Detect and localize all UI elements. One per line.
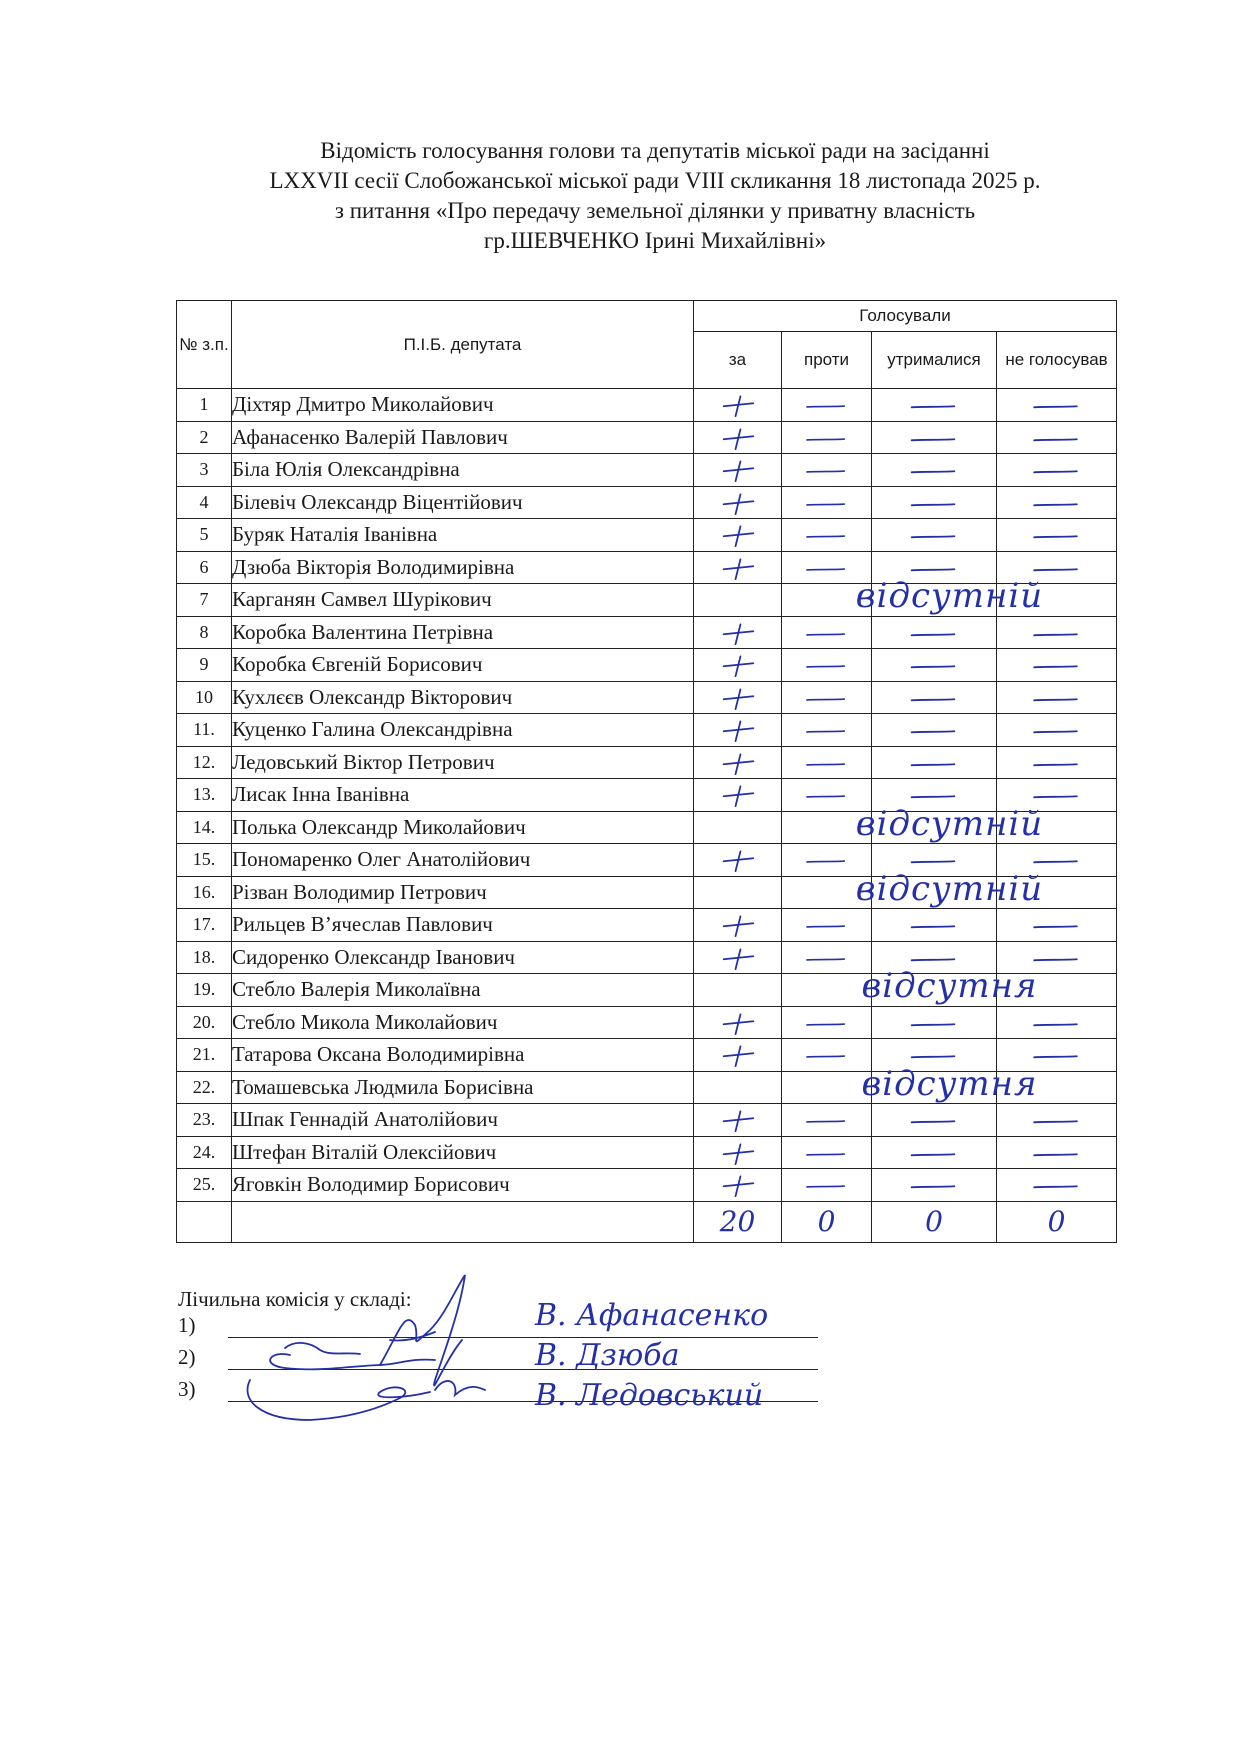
deputy-name: Діхтяр Дмитро Миколайович xyxy=(232,389,694,422)
vote-abstained-cell xyxy=(872,389,997,422)
vote-for-cell xyxy=(694,1169,782,1202)
vote-for-mark xyxy=(694,422,781,454)
column-header-not-voted: не голосував xyxy=(997,332,1117,389)
deputy-name: Різван Володимир Петрович xyxy=(232,876,694,909)
vote-abstained-dash xyxy=(872,454,996,486)
vote-for-mark xyxy=(694,1169,781,1201)
vote-not-voted-dash xyxy=(997,714,1116,746)
signature-line xyxy=(228,1337,818,1338)
table-row xyxy=(177,649,1117,682)
vote-against-cell xyxy=(782,421,872,454)
table-row xyxy=(177,1136,1117,1169)
vote-for-cell xyxy=(694,389,782,422)
commission-member-number: 1) xyxy=(178,1313,196,1337)
table-row xyxy=(177,486,1117,519)
row-number: 21. xyxy=(177,1039,232,1072)
vote-abstained-cell xyxy=(872,811,997,844)
vote-against-dash xyxy=(782,487,871,519)
row-number: 22. xyxy=(177,1071,232,1104)
vote-for-mark xyxy=(694,714,781,746)
deputy-name: Кухлєєв Олександр Вікторович xyxy=(232,681,694,714)
absent-note: відсутній xyxy=(855,868,1044,909)
row-number: 12. xyxy=(177,746,232,779)
vote-against-cell xyxy=(782,1006,872,1039)
vote-against-cell xyxy=(782,966,1038,1007)
vote-abstained-cell xyxy=(872,974,997,1007)
table-row xyxy=(177,1006,1117,1039)
table-row xyxy=(177,551,1117,584)
commission-member-number: 3) xyxy=(178,1377,196,1401)
column-header-for: за xyxy=(694,332,782,389)
vote-for-mark xyxy=(694,1104,781,1136)
vote-against-cell xyxy=(782,551,872,584)
vote-not-voted-cell xyxy=(997,649,1117,682)
vote-against-dash xyxy=(782,942,871,974)
row-number: 11. xyxy=(177,714,232,747)
row-number: 23. xyxy=(177,1104,232,1137)
vote-abstained-dash xyxy=(872,844,996,876)
vote-for-mark xyxy=(694,519,781,551)
vote-not-voted-dash xyxy=(997,649,1116,681)
deputy-name: Томашевська Людмила Борисівна xyxy=(232,1071,694,1104)
vote-for-mark xyxy=(694,1039,781,1071)
vote-for-mark xyxy=(694,649,781,681)
vote-against-dash xyxy=(782,714,871,746)
deputy-name: Буряк Наталія Іванівна xyxy=(232,519,694,552)
signature-line xyxy=(228,1401,818,1402)
vote-not-voted-dash xyxy=(997,487,1116,519)
total-not-voted: 0 xyxy=(997,1201,1117,1242)
table-row xyxy=(177,909,1117,942)
row-number: 8 xyxy=(177,616,232,649)
vote-abstained-cell xyxy=(872,454,997,487)
absent-note: відсутній xyxy=(855,576,1044,616)
vote-against-cell xyxy=(782,1104,872,1137)
vote-not-voted-cell xyxy=(997,1006,1117,1039)
vote-abstained-cell xyxy=(872,1006,997,1039)
document-title xyxy=(0,136,1240,256)
row-number: 5 xyxy=(177,519,232,552)
row-number: 13. xyxy=(177,779,232,812)
vote-against-cell xyxy=(782,779,872,812)
deputy-name: Ледовський Віктор Петрович xyxy=(232,746,694,779)
vote-abstained-dash xyxy=(872,1137,996,1169)
vote-for-cell xyxy=(694,1071,782,1104)
vote-against-cell xyxy=(782,486,872,519)
vote-against-cell xyxy=(782,1063,1038,1104)
vote-abstained-cell xyxy=(872,649,997,682)
counting-commission-label: Лічильна комісія у складі: xyxy=(178,1287,412,1311)
vote-not-voted-cell xyxy=(997,811,1117,844)
deputy-name: Штефан Віталій Олексійович xyxy=(232,1136,694,1169)
vote-abstained-cell xyxy=(872,1039,997,1072)
vote-against-dash xyxy=(782,1007,871,1039)
vote-for-mark xyxy=(694,779,781,811)
vote-for-mark xyxy=(694,942,781,974)
row-number: 15. xyxy=(177,844,232,877)
vote-against-cell xyxy=(782,746,872,779)
vote-against-dash xyxy=(782,682,871,714)
vote-against-cell xyxy=(782,868,1044,909)
vote-for-cell xyxy=(694,421,782,454)
vote-for-mark xyxy=(694,617,781,649)
vote-abstained-cell xyxy=(872,681,997,714)
deputy-name: Яговкін Володимир Борисович xyxy=(232,1169,694,1202)
vote-for-mark xyxy=(694,682,781,714)
vote-not-voted-dash xyxy=(997,682,1116,714)
total-for: 20 xyxy=(694,1201,782,1242)
vote-abstained-cell xyxy=(872,1104,997,1137)
vote-for-cell xyxy=(694,616,782,649)
table-row xyxy=(177,389,1117,422)
deputy-name: Коробка Євгеній Борисович xyxy=(232,649,694,682)
vote-abstained-cell xyxy=(872,616,997,649)
vote-abstained-cell xyxy=(872,584,997,617)
vote-for-mark xyxy=(694,909,781,941)
vote-not-voted-cell xyxy=(997,421,1117,454)
column-header-voted: Голосували xyxy=(694,301,1117,332)
vote-against-dash xyxy=(782,649,871,681)
total-against: 0 xyxy=(782,1201,872,1242)
vote-abstained-cell xyxy=(872,1071,997,1104)
vote-not-voted-cell xyxy=(997,681,1117,714)
vote-against-dash xyxy=(782,779,871,811)
title-line-1: Відомість голосування голови та депутатів міської ради на засіданні xyxy=(320,138,990,163)
vote-not-voted-cell xyxy=(997,941,1117,974)
vote-abstained-cell xyxy=(872,876,997,909)
row-number: 24. xyxy=(177,1136,232,1169)
vote-abstained-dash xyxy=(872,487,996,519)
vote-for-cell xyxy=(694,486,782,519)
vote-abstained-cell xyxy=(872,1136,997,1169)
vote-against-cell xyxy=(782,1136,872,1169)
vote-against-cell xyxy=(782,681,872,714)
vote-against-dash xyxy=(782,1169,871,1201)
vote-abstained-dash xyxy=(872,1007,996,1039)
vote-not-voted-cell xyxy=(997,519,1117,552)
vote-not-voted-cell xyxy=(997,974,1117,1007)
deputy-name: Коробка Валентина Петрівна xyxy=(232,616,694,649)
title-line-2: LXXVII сесії Слобожанської міської ради VIII скликання 18 листопада 2025 р. xyxy=(269,168,1041,193)
vote-for-cell xyxy=(694,1006,782,1039)
vote-not-voted-cell xyxy=(997,389,1117,422)
vote-for-cell xyxy=(694,844,782,877)
vote-abstained-dash xyxy=(872,1169,996,1201)
vote-against-dash xyxy=(782,1137,871,1169)
vote-not-voted-cell xyxy=(997,616,1117,649)
vote-for-cell xyxy=(694,454,782,487)
table-row xyxy=(177,779,1117,812)
deputy-name: Татарова Оксана Володимирівна xyxy=(232,1039,694,1072)
absent-note: відсутня xyxy=(861,966,1038,1006)
table-row xyxy=(177,746,1117,779)
table-row xyxy=(177,811,1117,844)
vote-not-voted-cell xyxy=(997,1104,1117,1137)
vote-against-dash xyxy=(782,552,871,584)
vote-not-voted-cell xyxy=(997,779,1117,812)
vote-against-cell xyxy=(782,389,872,422)
deputy-name: Дзюба Вікторія Володимирівна xyxy=(232,551,694,584)
vote-for-cell xyxy=(694,746,782,779)
vote-against-dash xyxy=(782,519,871,551)
deputy-name: Рильцев В’ячеслав Павлович xyxy=(232,909,694,942)
table-row xyxy=(177,454,1117,487)
deputy-name: Сидоренко Олександр Іванович xyxy=(232,941,694,974)
row-number: 2 xyxy=(177,421,232,454)
row-number: 10 xyxy=(177,681,232,714)
table-row xyxy=(177,421,1117,454)
table-row xyxy=(177,714,1117,747)
vote-for-cell xyxy=(694,876,782,909)
vote-abstained-dash xyxy=(872,1104,996,1136)
voting-table xyxy=(176,300,1117,1243)
vote-for-mark xyxy=(694,1007,781,1039)
table-row xyxy=(177,584,1117,617)
deputy-name: Пономаренко Олег Анатолійович xyxy=(232,844,694,877)
vote-not-voted-dash xyxy=(997,942,1116,974)
vote-abstained-cell xyxy=(872,551,997,584)
vote-not-voted-cell xyxy=(997,584,1117,617)
vote-for-cell xyxy=(694,649,782,682)
column-header-against: проти xyxy=(782,332,872,389)
column-header-name: П.І.Б. депутата xyxy=(232,301,694,389)
vote-for-cell xyxy=(694,551,782,584)
svg-text:В. Дзюба: В. Дзюба xyxy=(535,1338,680,1373)
title-line-3: з питання «Про передачу земельної ділянки у приватну власність xyxy=(334,198,976,223)
row-number: 16. xyxy=(177,876,232,909)
vote-for-cell xyxy=(694,584,782,617)
deputy-name: Куценко Галина Олександрівна xyxy=(232,714,694,747)
deputy-name: Шпак Геннадій Анатолійович xyxy=(232,1104,694,1137)
table-row xyxy=(177,1071,1117,1104)
totals-empty-cell xyxy=(177,1201,232,1242)
vote-not-voted-cell xyxy=(997,909,1117,942)
absent-note: відсутній xyxy=(855,803,1044,844)
svg-text:В. Ледовський: В. Ледовський xyxy=(535,1378,764,1413)
vote-against-cell xyxy=(782,1039,872,1072)
deputy-name: Білевіч Олександр Віцентійович xyxy=(232,486,694,519)
vote-not-voted-dash xyxy=(997,1169,1116,1201)
vote-abstained-cell xyxy=(872,714,997,747)
vote-against-dash xyxy=(782,389,871,421)
row-number: 20. xyxy=(177,1006,232,1039)
vote-against-dash xyxy=(782,1039,871,1071)
deputy-name: Лисак Інна Іванівна xyxy=(232,779,694,812)
vote-abstained-dash xyxy=(872,942,996,974)
row-number: 14. xyxy=(177,811,232,844)
vote-for-mark xyxy=(694,552,781,584)
vote-against-dash xyxy=(782,422,871,454)
row-number: 9 xyxy=(177,649,232,682)
vote-abstained-cell xyxy=(872,844,997,877)
vote-for-mark xyxy=(694,844,781,876)
vote-not-voted-dash xyxy=(997,389,1116,421)
vote-for-cell xyxy=(694,519,782,552)
column-header-number: № з.п. xyxy=(177,301,232,389)
vote-against-cell xyxy=(782,941,872,974)
vote-for-cell xyxy=(694,909,782,942)
vote-not-voted-cell xyxy=(997,486,1117,519)
vote-not-voted-dash xyxy=(997,422,1116,454)
commission-member-number: 2) xyxy=(178,1345,196,1369)
vote-against-cell xyxy=(782,616,872,649)
svg-text:В. Афанасенко: В. Афанасенко xyxy=(535,1298,769,1333)
vote-against-cell xyxy=(782,909,872,942)
vote-not-voted-cell xyxy=(997,1039,1117,1072)
vote-for-cell xyxy=(694,779,782,812)
vote-not-voted-dash xyxy=(997,909,1116,941)
vote-not-voted-cell xyxy=(997,746,1117,779)
deputy-name: Стебло Микола Миколайович xyxy=(232,1006,694,1039)
deputy-name: Стебло Валерія Миколаївна xyxy=(232,974,694,1007)
vote-not-voted-dash xyxy=(997,1137,1116,1169)
vote-abstained-dash xyxy=(872,1039,996,1071)
row-number: 25. xyxy=(177,1169,232,1202)
vote-for-cell xyxy=(694,1136,782,1169)
vote-not-voted-dash xyxy=(997,747,1116,779)
vote-for-cell xyxy=(694,941,782,974)
vote-against-cell xyxy=(782,649,872,682)
vote-abstained-cell xyxy=(872,519,997,552)
row-number: 3 xyxy=(177,454,232,487)
vote-for-cell xyxy=(694,811,782,844)
table-row xyxy=(177,519,1117,552)
table-row xyxy=(177,941,1117,974)
vote-against-dash xyxy=(782,454,871,486)
vote-abstained-cell xyxy=(872,421,997,454)
vote-for-cell xyxy=(694,681,782,714)
table-row xyxy=(177,844,1117,877)
vote-not-voted-cell xyxy=(997,454,1117,487)
vote-against-dash xyxy=(782,1104,871,1136)
deputy-name: Біла Юлія Олександрівна xyxy=(232,454,694,487)
vote-not-voted-cell xyxy=(997,551,1117,584)
vote-abstained-dash xyxy=(872,714,996,746)
vote-against-dash xyxy=(782,844,871,876)
vote-for-mark xyxy=(694,487,781,519)
title-line-4: гр.ШЕВЧЕНКО Ірині Михайлівні» xyxy=(483,228,827,253)
vote-not-voted-dash xyxy=(997,1007,1116,1039)
vote-not-voted-dash xyxy=(997,519,1116,551)
table-row xyxy=(177,1104,1117,1137)
deputy-name: Карганян Самвел Шурікович xyxy=(232,584,694,617)
vote-not-voted-dash xyxy=(997,844,1116,876)
vote-abstained-dash xyxy=(872,389,996,421)
vote-not-voted-cell xyxy=(997,1169,1117,1202)
vote-abstained-cell xyxy=(872,486,997,519)
vote-not-voted-cell xyxy=(997,844,1117,877)
vote-abstained-dash xyxy=(872,649,996,681)
vote-against-cell xyxy=(782,844,872,877)
vote-abstained-dash xyxy=(872,552,996,584)
table-row xyxy=(177,974,1117,1007)
table-row xyxy=(177,1169,1117,1202)
deputy-name: Афанасенко Валерій Павлович xyxy=(232,421,694,454)
absent-note: відсутня xyxy=(861,1063,1038,1104)
row-number: 1 xyxy=(177,389,232,422)
vote-for-cell xyxy=(694,1039,782,1072)
signature-line xyxy=(228,1369,818,1370)
vote-for-mark xyxy=(694,454,781,486)
row-number: 17. xyxy=(177,909,232,942)
vote-abstained-cell xyxy=(872,909,997,942)
vote-against-dash xyxy=(782,617,871,649)
vote-not-voted-cell xyxy=(997,714,1117,747)
vote-abstained-dash xyxy=(872,779,996,811)
vote-for-mark xyxy=(694,1137,781,1169)
vote-not-voted-dash xyxy=(997,779,1116,811)
vote-abstained-cell xyxy=(872,746,997,779)
vote-not-voted-dash xyxy=(997,617,1116,649)
vote-abstained-cell xyxy=(872,1169,997,1202)
vote-abstained-dash xyxy=(872,682,996,714)
vote-against-cell xyxy=(782,803,1044,844)
row-number: 18. xyxy=(177,941,232,974)
vote-for-cell xyxy=(694,714,782,747)
totals-row xyxy=(177,1201,1117,1242)
row-number: 4 xyxy=(177,486,232,519)
totals-empty-cell xyxy=(232,1201,694,1242)
vote-abstained-dash xyxy=(872,617,996,649)
vote-for-cell xyxy=(694,974,782,1007)
vote-against-cell xyxy=(782,576,1044,617)
table-row xyxy=(177,616,1117,649)
vote-abstained-dash xyxy=(872,909,996,941)
table-row xyxy=(177,1039,1117,1072)
vote-not-voted-dash xyxy=(997,552,1116,584)
row-number: 19. xyxy=(177,974,232,1007)
vote-against-cell xyxy=(782,454,872,487)
vote-abstained-dash xyxy=(872,422,996,454)
vote-against-cell xyxy=(782,1169,872,1202)
vote-against-cell xyxy=(782,519,872,552)
column-header-abstained: утрималися xyxy=(872,332,997,389)
vote-not-voted-cell xyxy=(997,1136,1117,1169)
total-abstained: 0 xyxy=(872,1201,997,1242)
table-row xyxy=(177,876,1117,909)
deputy-name: Полька Олександр Миколайович xyxy=(232,811,694,844)
vote-for-mark xyxy=(694,389,781,421)
vote-abstained-cell xyxy=(872,941,997,974)
table-row xyxy=(177,681,1117,714)
vote-for-mark xyxy=(694,747,781,779)
vote-not-voted-cell xyxy=(997,1071,1117,1104)
vote-abstained-cell xyxy=(872,779,997,812)
vote-not-voted-cell xyxy=(997,876,1117,909)
vote-against-dash xyxy=(782,747,871,779)
vote-against-cell xyxy=(782,714,872,747)
vote-not-voted-dash xyxy=(997,1039,1116,1071)
vote-for-cell xyxy=(694,1104,782,1137)
row-number: 6 xyxy=(177,551,232,584)
vote-not-voted-dash xyxy=(997,454,1116,486)
row-number: 7 xyxy=(177,584,232,617)
vote-abstained-dash xyxy=(872,747,996,779)
vote-abstained-dash xyxy=(872,519,996,551)
vote-not-voted-dash xyxy=(997,1104,1116,1136)
vote-against-dash xyxy=(782,909,871,941)
